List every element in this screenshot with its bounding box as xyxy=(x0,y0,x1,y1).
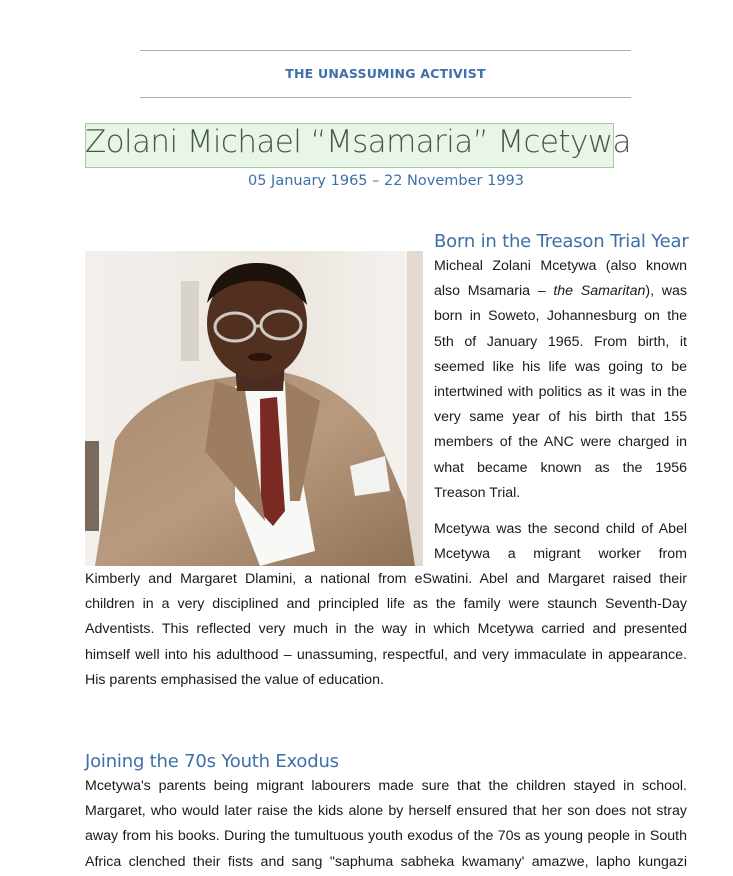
text-line: born in Soweto, Johannesburg on the xyxy=(434,308,687,325)
text-line: Adventists. This reflected very much in the way in which Mcetywa carried and presented xyxy=(85,621,687,638)
section1-paragraph2-body xyxy=(85,567,687,693)
text-line: members of the ANC were charged in xyxy=(434,434,687,451)
text-line: Mcetywa's parents being migrant labourers made sure that the children stayed in school. xyxy=(85,778,687,794)
text-line xyxy=(434,279,687,304)
text-line: Africa clenched their fists and sang "saphuma sabheka kwamany' amazwe, lapho kungazi xyxy=(85,853,687,870)
text-line: what became known as the 1956 xyxy=(434,459,687,476)
text-line: Margaret, who would later raise the kids alone by herself ensured that her son does not stray xyxy=(85,803,687,820)
text-line: away from his books. During the tumultuous youth exodus of the 70s as young people in South xyxy=(85,828,687,845)
text-line: himself well into his adulthood – unassuming, respectful, and very immaculate in appearance. xyxy=(85,646,687,663)
text-line: very same year of his birth that 155 xyxy=(434,409,687,426)
bottom-rule xyxy=(140,97,631,98)
section1-paragraph2-top xyxy=(434,517,687,567)
portrait-photo xyxy=(85,251,423,566)
text-line: Mcetywa a migrant worker from xyxy=(434,546,687,563)
text-line: intertwined with politics as it was in the xyxy=(434,384,687,401)
top-rule xyxy=(140,50,631,51)
section1-paragraph1 xyxy=(434,254,687,506)
text-emphasis: the Samaritan xyxy=(553,283,646,300)
text-line: Treason Trial. xyxy=(434,484,521,501)
text-line: Micheal Zolani Mcetywa (also known xyxy=(434,258,687,274)
text-run: ), was xyxy=(645,283,688,300)
text-line: 5th of January 1965. From birth, it xyxy=(434,333,687,350)
text-line: His parents emphasised the value of education. xyxy=(85,671,384,688)
text-line: seemed like his life was going to be xyxy=(434,358,687,375)
text-line: children in a very disciplined and principled life as the family were staunch Seventh-Day xyxy=(85,596,687,613)
text-line: Mcetywa was the second child of Abel xyxy=(434,521,687,537)
running-header: THE UNASSUMING ACTIVIST xyxy=(285,66,486,81)
section2-paragraph1 xyxy=(85,774,687,875)
page-title: Zolani Michael “Msamaria” Mcetywa xyxy=(85,124,631,160)
section1-heading: Born in the Treason Trial Year xyxy=(434,231,689,252)
text-line: Kimberly and Margaret Dlamini, a national from eSwatini. Abel and Margaret raised their xyxy=(85,571,687,587)
text-run: also Msamaria – xyxy=(434,283,554,300)
life-dates: 05 January 1965 – 22 November 1993 xyxy=(247,173,524,189)
section2-heading: Joining the 70s Youth Exodus xyxy=(85,751,339,772)
